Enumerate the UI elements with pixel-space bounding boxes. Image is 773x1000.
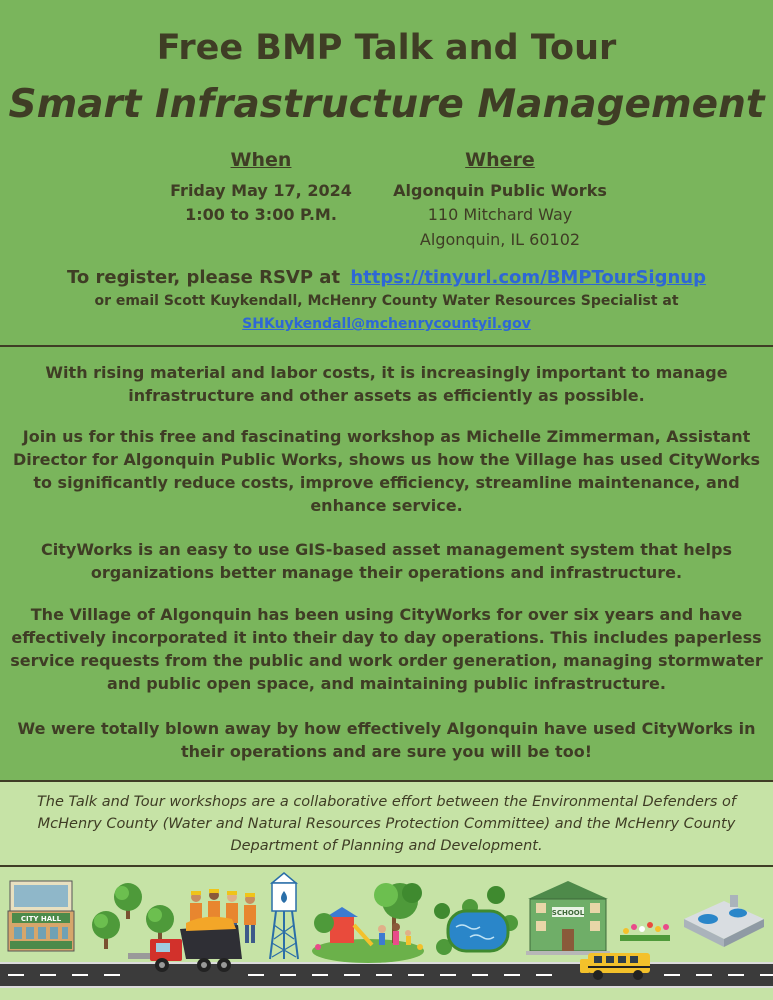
page-title: Free BMP Talk and Tour [156,28,617,68]
venue-name: Algonquin Public Works [393,180,607,200]
paragraph-algonquin: The Village of Algonquin has been using CityWorks for over six years and have effectively incorporated it into their day to day operations. This includes paperless service requests from the public and work order generation, managing stormwater and public open space, and maintaining public infrastructure. [10,605,763,693]
paragraph-cityworks: CityWorks is an easy to use GIS-based asset management system that helps organizations better manage their operations and infrastructure. [41,540,732,582]
page-subtitle: Smart Infrastructure Management [8,82,765,127]
where-block [385,148,615,252]
venue-street: 110 Mitchard Way [427,205,573,224]
water-tower-icon [270,873,298,959]
rsvp-line [0,267,773,288]
road-icon [0,962,773,988]
city-hall-icon [8,881,74,951]
paragraph-costs: With rising material and labor costs, it is increasingly important to manage infrastructure and other assets as efficiently as possible. [45,363,728,405]
email-intro: or email Scott Kuykendall, McHenry County Water Resources Specialist at [94,293,679,309]
when-block [150,148,372,228]
collaboration-note: The Talk and Tour workshops are a collaborative effort between the Environmental Defenders of McHenry County (Water and Natural Resources Protection Committee) and the McHenry County Department of Planning and Development. [36,794,737,854]
city-hall-sign: CITY HALL [20,915,62,923]
description-section [0,347,773,780]
where-heading: Where [465,149,535,171]
venue-city: Algonquin, IL 60102 [419,229,581,249]
event-time: 1:00 to 3:00 P.M. [185,205,337,224]
paragraph-workshop: Join us for this free and fascinating workshop as Michelle Zimmerman, Assistant Director for Algonquin Public Works, shows us how the Village has used CityWorks to significantly reduce costs, improve efficiency, streamline maintenance, and enhance service. [12,427,761,515]
town-illustration [0,867,773,1000]
playground-icon [312,883,424,963]
school-icon [526,881,610,955]
illustration-strip [0,867,773,1000]
footer-note-section [0,782,773,865]
rsvp-prefix: To register, please RSVP at [66,267,341,288]
treatment-plant-icon [684,895,764,947]
header-section [0,0,773,346]
school-sign: SCHOOL [551,909,585,917]
paragraph-closing: We were totally blown away by how effectively Algonquin have used CityWorks in their operations and are sure you will be too! [17,719,756,761]
flowers-icon [620,922,670,941]
email-link[interactable]: SHKuykendall@mchenrycountyil.gov [242,316,531,332]
when-heading: When [230,149,292,171]
pond-icon [434,886,518,955]
event-date: Friday May 17, 2024 [170,180,352,200]
rsvp-link[interactable]: https://tinyurl.com/BMPTourSignup [350,267,707,288]
